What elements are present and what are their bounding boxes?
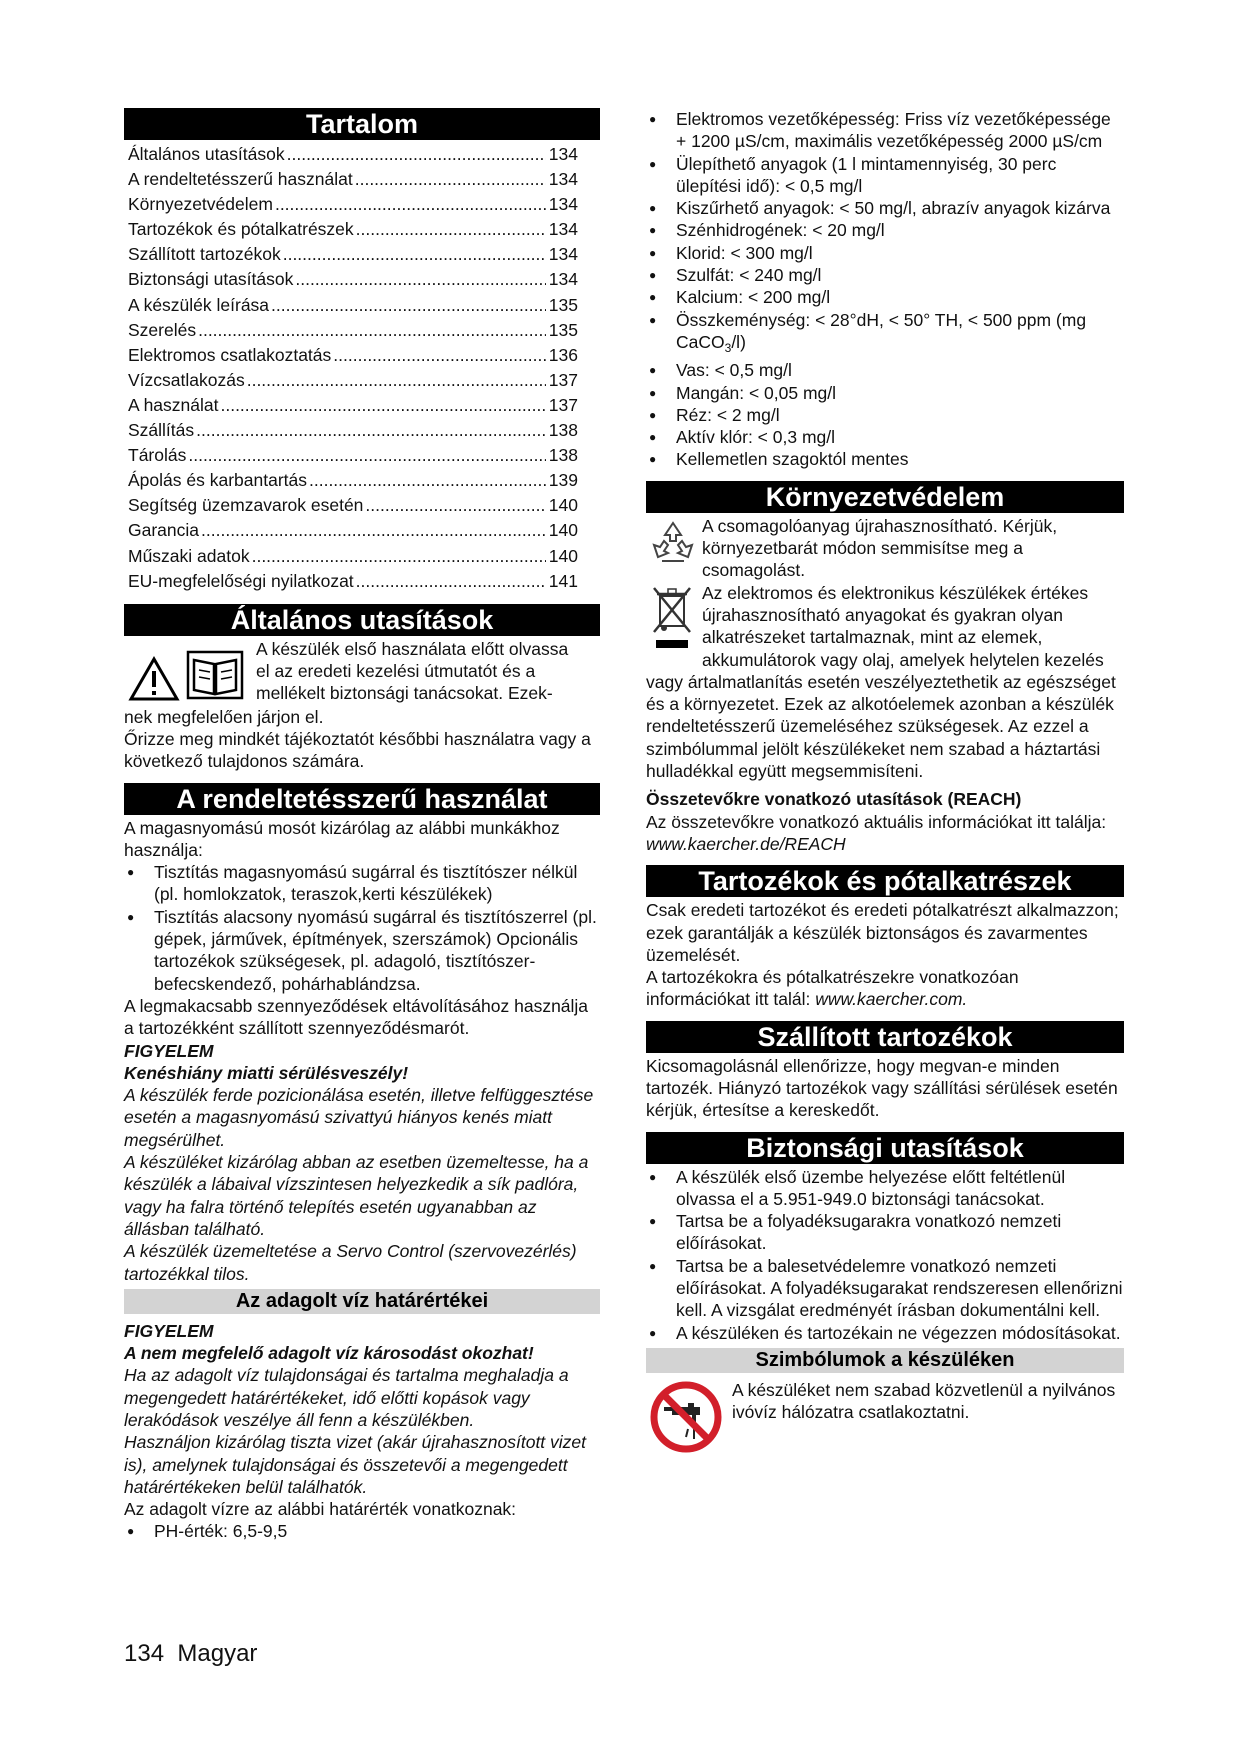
toc-entry-title: Környezetvédelem [128,194,273,215]
list-item: ● Tartsa be a folyadéksugarakra vonatkozó nemzeti előírásokat. [646,1210,1124,1255]
list-item: ● Szénhidrogének: < 20 mg/l [646,219,1124,241]
toc-entry[interactable] [124,267,600,292]
water-limits-heading: Az adagolt víz határértékei [124,1289,600,1314]
accessories-text: Csak eredeti tartozékot és eredeti pótalkatrészt alkalmazzon; ezek garantálják a készülék biztonságos és zavarmentes üzemelését. [646,900,1119,965]
toc-entry-page: 134 [548,244,578,265]
toc-entry[interactable] [124,293,600,318]
toc-entry[interactable] [124,343,600,368]
water-limits-hardness [646,309,1124,360]
toc-leader-dots [198,318,546,343]
toc-entry-page: 137 [548,369,578,390]
toc-leader-dots [196,418,546,443]
toc-leader-dots [355,167,546,192]
reach-link[interactable]: www.kaercher.de/REACH [646,833,846,854]
toc-entry-page: 141 [548,570,578,591]
weee-block [646,582,1124,783]
list-item: ● Szulfát: < 240 mg/l [646,264,1124,286]
toc-entry-page: 134 [548,144,578,164]
toc-entry-page: 138 [548,445,578,466]
toc-entry[interactable] [124,493,600,518]
toc-entry[interactable] [124,518,600,543]
limits-list [124,1520,600,1542]
packaging-text: A csomagolóanyag újrahasznosítható. Kérjük, környezetbarát módon semmisítse meg a csomagolást. [702,515,1058,581]
general-text-line-3: mellékelt biztonsági tanácsokat. Ezek- [256,683,553,704]
list-item: ● Ülepíthető anyagok (1 l mintamennyiség, 30 perc ülepítési idő): < 0,5 mg/l [646,153,1124,198]
supplied-text: Kicsomagolásnál ellenőrizze, hogy megvan-e minden tartozék. Hiányzó tartozékok vagy szállítási sérülések esetén kérjük, értesítse a kereskedőt. [646,1055,1118,1121]
warning-title: A nem megfelelő adagolt víz károsodást okozhat! [124,1343,534,1364]
toc-entry-title: Szállított tartozékok [128,244,281,265]
intended-use-heading: A rendeltetésszerű használat [124,783,600,815]
toc-entry[interactable] [124,468,600,493]
general-heading: Általános utasítások [124,604,600,636]
toc-entry-title: Tartozékok és pótalkatrészek [128,219,354,240]
toc-leader-dots [295,267,546,292]
list-item: ● Réz: < 2 mg/l [646,404,1124,426]
toc-entry-page: 139 [548,470,578,491]
reach-title: Összetevőkre vonatkozó utasítások (REACH) [646,789,1022,810]
toc-entry-title: Szerelés [128,319,197,340]
toc-entry-title: Vízcsatlakozás [128,369,245,390]
safety-list [646,1166,1124,1344]
toc-entry[interactable] [124,569,600,594]
recycling-block [646,515,1124,582]
toc-entry[interactable] [124,192,600,217]
warning-text: A készülék ferde pozicionálása esetén, illetve felfüggesztése esetén a magasnyomású szivattyú hiányos kenés miatt megsérülhet. [124,1085,594,1150]
toc-entry-page: 140 [548,545,578,566]
toc-entry-title: A készülék leírása [128,294,270,315]
no-drinking-water-connection-icon [650,1381,722,1453]
toc-entry[interactable] [124,217,600,242]
toc-entry-page: 140 [548,520,578,541]
left-column [124,108,600,1543]
manual-book-icon [186,650,244,700]
reach-text-body: Az összetevőkre vonatkozó aktuális információkat itt találja: [646,811,1107,832]
list-item: ● Elektromos vezetőképesség: Friss víz vezetőképessége + 1200 µS/cm, maximális vezetőképesség 2000 µS/cm [646,108,1124,153]
toc-list [124,142,600,594]
symbols-block [646,1379,1124,1453]
toc-entry[interactable] [124,544,600,569]
toc-leader-dots [287,142,546,167]
warning-text: Ha az adagolt víz tulajdonságai és tartalma meghaladja a megengedett határértékeket, idő előtti kopások vagy lerakódások veszélye áll fenn a készülékben. [124,1365,569,1430]
toc-entry[interactable] [124,318,600,343]
toc-leader-dots [333,343,546,368]
general-text-line-4: nek megfelelően járjon el. [124,706,324,727]
general-intro [124,638,600,706]
hardness-unit: /l) [731,331,746,352]
toc-entry-page: 134 [548,169,578,190]
right-column [646,108,1124,1453]
crossed-bin-icon [650,584,694,654]
toc-entry-title: Garancia [128,520,200,541]
toc-entry-page: 137 [548,394,578,415]
hardness-text: Összkeménység: < 28°dH, < 50° TH, < 500 ppm (mg CaCO [676,309,1087,352]
water-limits-list-2 [646,359,1124,470]
toc-entry[interactable] [124,443,600,468]
general-text-line-1: A készülék első használata előtt olvassa [256,638,569,659]
toc-leader-dots [220,393,546,418]
toc-entry-page: 134 [548,269,578,290]
toc-entry-title: Általános utasítások [128,144,285,164]
toc-entry-title: Elektromos csatlakoztatás [128,344,332,365]
toc-entry[interactable] [124,242,600,267]
toc-leader-dots [309,468,546,493]
toc-entry-page: 140 [548,495,578,516]
warning-title: Kenéshiány miatti sérülésveszély! [124,1062,409,1083]
page-footer [124,1640,257,1668]
intended-intro: A magasnyomású mosót kizárólag az alábbi munkákhoz használja: [124,817,560,860]
toc-leader-dots [356,217,546,242]
toc-entry-title: Tárolás [128,445,187,466]
toc-entry-page: 134 [548,194,578,215]
symbols-heading: Szimbólumok a készüléken [646,1348,1124,1373]
toc-leader-dots [271,293,546,318]
intended-list [124,861,600,995]
toc-entry-title: A rendeltetésszerű használat [128,169,353,190]
accessories-info [646,966,1124,1011]
warning-label: FIGYELEM [124,1040,214,1061]
reach-text [646,811,1124,856]
toc-entry-page: 138 [548,420,578,441]
toc-leader-dots [365,493,546,518]
toc-entry-title: Biztonsági utasítások [128,269,294,290]
list-item: ● Tisztítás magasnyomású sugárral és tisztítószer nélkül (pl. homlokzatok, teraszok,kerti készülékek) [124,861,600,906]
list-item: ● PH-érték: 6,5-9,5 [124,1520,600,1542]
toc-entry-title: Műszaki adatok [128,545,250,566]
warning-text: A készülék üzemeltetése a Servo Control (szervovezérlés) tartozékkal tilos. [124,1241,577,1284]
toc-leader-dots [201,518,546,543]
toc-entry-page: 135 [548,294,578,315]
general-retain-text: Őrizze meg mindkét tájékoztatót későbbi használatra vagy a következő tulajdonos számára. [124,728,591,772]
recycling-icon [650,517,696,567]
safety-heading: Biztonsági utasítások [646,1132,1124,1164]
symbols-text: A készüléket nem szabad közvetlenül a nyilvános ivóvíz hálózatra csatlakoztatni. [732,1379,1116,1423]
toc-entry[interactable] [124,167,600,192]
toc-entry-title: Szállítás [128,420,195,441]
list-item: ● A készüléken és tartozékain ne végezzen módosításokat. [646,1322,1124,1344]
toc-leader-dots [275,192,546,217]
accessories-heading: Tartozékok és pótalkatrészek [646,865,1124,897]
intended-after-text: A legmakacsabb szennyeződések eltávolításához használja a tartozékként szállított szennyeződésmarót. [124,995,589,1039]
accessories-info-body: A tartozékokra és pótalkatrészekre vonatkozóan információkat itt talál: [646,967,1019,1010]
toc-entry-page: 136 [548,344,578,365]
page-language: Magyar [177,1640,258,1667]
supplied-accessories-heading: Szállított tartozékok [646,1021,1124,1053]
toc-entry-title: EU-megfelelőségi nyilatkozat [128,570,354,591]
limits-intro: Az adagolt vízre az alábbi határérték vonatkoznak: [124,1499,517,1520]
list-item: ● Kellemetlen szagoktól mentes [646,448,1124,470]
list-item: ● Tisztítás alacsony nyomású sugárral és tisztítószerrel (pl. gépek, járművek, építmények, szerszámok) Opcionális tartozékok szükségesek, pl. adagoló, tisztítószer-befecskendező, pohárhablándzsa. [124,906,600,995]
toc-leader-dots [252,544,546,569]
toc-heading: Tartalom [124,108,600,140]
list-item: ● Klorid: < 300 mg/l [646,242,1124,264]
toc-entry[interactable] [124,393,600,418]
toc-entry-title: Segítség üzemzavarok esetén [128,495,364,516]
warning-triangle-icon [128,656,180,702]
list-item: ● Mangán: < 0,05 mg/l [646,382,1124,404]
general-text-line-2: el az eredeti kezelési útmutatót és a [256,660,536,681]
page-number: 134 [124,1640,165,1667]
toc-entry[interactable] [124,142,600,167]
list-item [646,309,1124,360]
hardness-subscript: 3 [724,340,732,355]
list-item: ● Tartsa be a balesetvédelemre vonatkozó nemzeti előírásokat. A folyadéksugarakat rendszeresen ellenőrizni kell. A vizsgálat eredményét írásban dokumentálni kell. [646,1255,1124,1322]
toc-entry[interactable] [124,368,600,393]
toc-entry-page: 134 [548,219,578,240]
warning-label: FIGYELEM [124,1320,214,1341]
toc-leader-dots [247,368,546,393]
warning-text: A készüléket kizárólag abban az esetben üzemeltesse, ha a készülék a lábaival vízszintesen helyezkedik a sík padlóra, vagy ha falra történő telepítés esetén ugyanabban az állásban található. [124,1152,589,1239]
weee-text: Az elektromos és elektronikus készülékek értékes újrahasznosítható anyagokat és gyakran olyan alkatrészeket tartalmaznak, mint az elemek, akkumulátorok vagy olaj, amelyek helytelen kezelés vagy ártalmatlanítás esetén veszélyeztethetik az egészséget és a környezetet. Ezek az alkotóelemek azonban a készülék rendeltetésszerű üzemeléséhez szükségesek. Az ezzel a szimbólummal jelölt készülékeket nem szabad a háztartási hulladékkal együtt megsemmisíteni. [646,582,1116,782]
toc-entry[interactable] [124,418,600,443]
list-item: ● Vas: < 0,5 mg/l [646,359,1124,381]
toc-leader-dots [356,569,546,594]
environment-heading: Környezetvédelem [646,481,1124,513]
list-item: ● Kalcium: < 200 mg/l [646,286,1124,308]
kaercher-link[interactable]: www.kaercher.com. [815,989,968,1010]
toc-entry-title: A használat [128,394,219,415]
toc-leader-dots [188,443,546,468]
list-item: ● Kiszűrhető anyagok: < 50 mg/l, abrazív anyagok kizárva [646,197,1124,219]
list-item: ● Aktív klór: < 0,3 mg/l [646,426,1124,448]
toc-entry-title: Ápolás és karbantartás [128,470,307,491]
list-item: ● A készülék első üzembe helyezése előtt feltétlenül olvassa el a 5.951-949.0 biztonsági tanácsokat. [646,1166,1124,1211]
warning-text: Használjon kizárólag tiszta vizet (akár újrahasznosított vizet is), amelynek tulajdonságai és összetevői a megengedett határértékeken belül találhatók. [124,1432,587,1497]
toc-entry-page: 135 [548,319,578,340]
water-limits-list [646,108,1124,309]
toc-leader-dots [283,242,546,267]
